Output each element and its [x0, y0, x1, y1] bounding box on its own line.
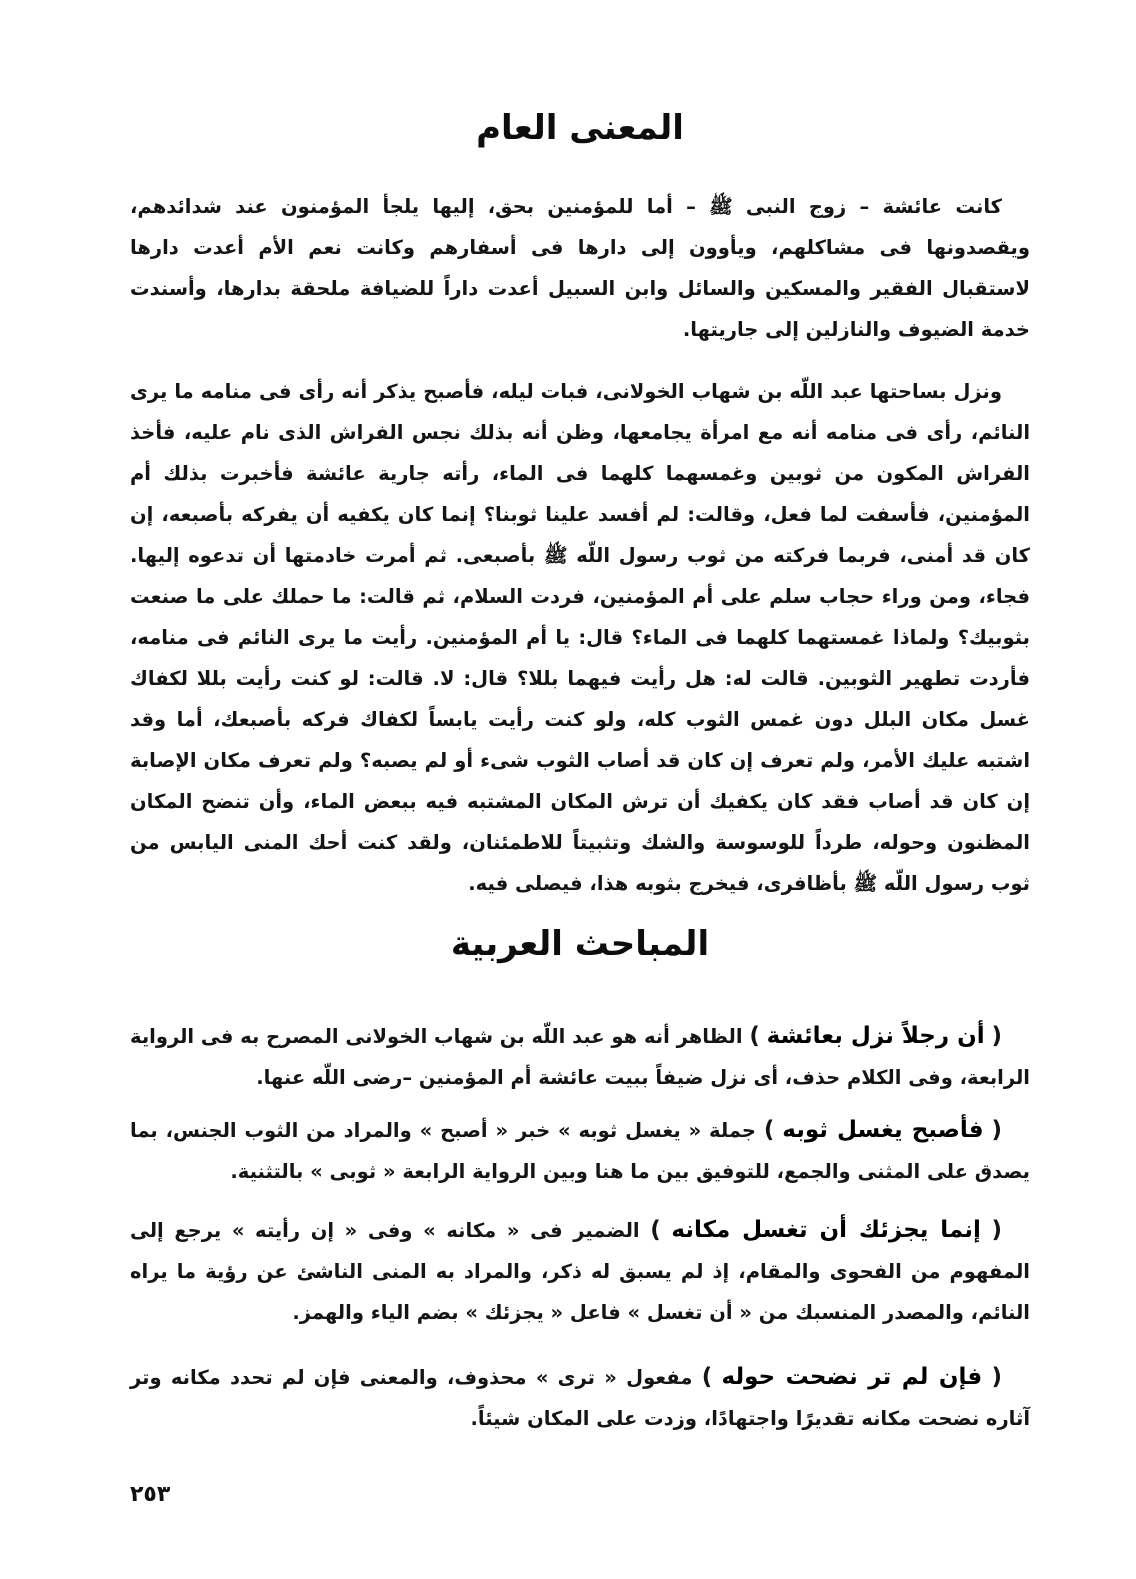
study-entry: [130, 1110, 1030, 1192]
study-entry: [130, 1016, 1030, 1098]
study-entry: [130, 1357, 1030, 1439]
paragraph-text: كانت عائشة – زوج النبى ﷺ – أما للمؤمنين بحق، إليها يلجأ المؤمنون عند شدائدهم، ويقصدونها فى مشاكلهم، ويأوون إلى دارها فى أسفارهم وكانت نعم الأم أعدت دارها لاستقبال الفقير والمسكين والسائل وابن السبيل أعدت داراً للضيافة ملحقة بدارها، وأسندت خدمة الضيوف والنازلين إلى جاريتها.: [130, 195, 1030, 341]
close-paren: ): [701, 1364, 713, 1390]
study-term: أن رجلاً نزل بعائشة: [766, 1023, 985, 1049]
paragraph-general-meaning-1: [130, 186, 1030, 350]
open-paren: (: [991, 1217, 1003, 1243]
study-text: جملة « يغسل ثوبه » خبر « أصبح » والمراد من الثوب الجنس، بما يصدق على المثنى والجمع، للتوفيق بين ما هنا وبين الرواية الرابعة « ثوبى » بالتثنية.: [130, 1119, 1030, 1183]
study-term: إنما يجزئك أن تغسل مكانه: [671, 1217, 981, 1243]
study-term: فإن لم تر نضحت حوله: [721, 1364, 983, 1390]
heading-arabic-studies: المباحث العربية: [450, 924, 710, 964]
close-paren: ): [749, 1023, 760, 1049]
close-paren: ): [650, 1217, 661, 1243]
close-paren: ): [763, 1117, 775, 1143]
paragraph-text: ونزل بساحتها عبد اللّه بن شهاب الخولانى، فبات ليله، فأصبح يذكر أنه رأى فى منامه ما يرى النائم، رأى فى منامه أنه مع امرأة يجامعها، وظن أنه بذلك نجس الفراش الذى نام عليه، فأخذ الفراش المكون من ثوبين وغمسهما كلهما فى الماء، رأته جارية عائشة فأخبرت بذلك أم المؤمنين، فأسفت لما فعل، وقالت: لم أفسد علينا ثوبنا؟ إنما كان يكفيه أن يفركه بأصبعه، إن كان قد أمنى، فربما فركته من ثوب رسول اللّه ﷺ بأصبعى. ثم أمرت خادمتها أن تدعوه إليها. فجاء، ومن وراء حجاب سلم على أم المؤمنين، فردت السلام، ثم قالت: ما حملك على ما صنعت بثوبيك؟ ولماذا غمستهما كلهما فى الماء؟ قال: يا أم المؤمنين. رأيت ما يرى النائم فى منامه، فأردت تطهير الثوبين. قالت له: هل رأيت فيهما بللا؟ قال: لا. قالت: لو كنت رأيت بللا لكفاك غسل مكان البلل دون غمس الثوب كله، ولو كنت رأيت يابساً لكفاك فركه بأصبعك، أما وقد اشتبه عليك الأمر، ولم تعرف إن كان قد أصاب الثوب شىء أو لم يصبه؟ ولم تعرف مكان الإصابة إن كان قد أصاب فقد كان يكفيك أن ترش المكان المشتبه فيه ببعض الماء، وأن تنضح المكان المظنون وحوله، طرداً للوسوسة والشك وتثبيتاً للاطمئنان، ولقد كنت أحك المنى اليابس من ثوب رسول اللّه ﷺ بأظافرى، فيخرج بثوبه هذا، فيصلى فيه.: [130, 380, 1030, 895]
study-text: الظاهر أنه هو عبد اللّه بن شهاب الخولانى المصرح به فى الرواية الرابعة، وفى الكلام حذف، أى نزل ضيفاً ببيت عائشة أم المؤمنين –رضى اللّه عنها.: [130, 1025, 1030, 1089]
open-paren: (: [991, 1023, 1002, 1049]
page-number: ٢٥٣: [130, 1482, 171, 1507]
study-text: الضمير فى « مكانه » وفى « إن رأيته » يرجع إلى المفهوم من الفحوى والمقام، إذ لم يسبق له ذكر، والمراد به المنى الناشئ عن رؤية ما يراه النائم، والمصدر المنسبك من « أن تغسل » فاعل « يجزئك » بضم الياء والهمز.: [130, 1219, 1030, 1324]
open-paren: (: [991, 1364, 1003, 1390]
paragraph-general-meaning-2: [130, 371, 1030, 904]
study-term: فأصبح يغسل ثوبه: [782, 1117, 984, 1143]
heading-general-meaning: المعنى العام: [476, 108, 684, 148]
open-paren: (: [991, 1117, 1002, 1143]
study-entry: [130, 1210, 1030, 1333]
study-text: مفعول « ترى » محذوف، والمعنى فإن لم تحدد مكانه وتر آثاره نضحت مكانه تقديرًا واجتهادًا، وزدت على المكان شيئاً.: [130, 1366, 1030, 1430]
